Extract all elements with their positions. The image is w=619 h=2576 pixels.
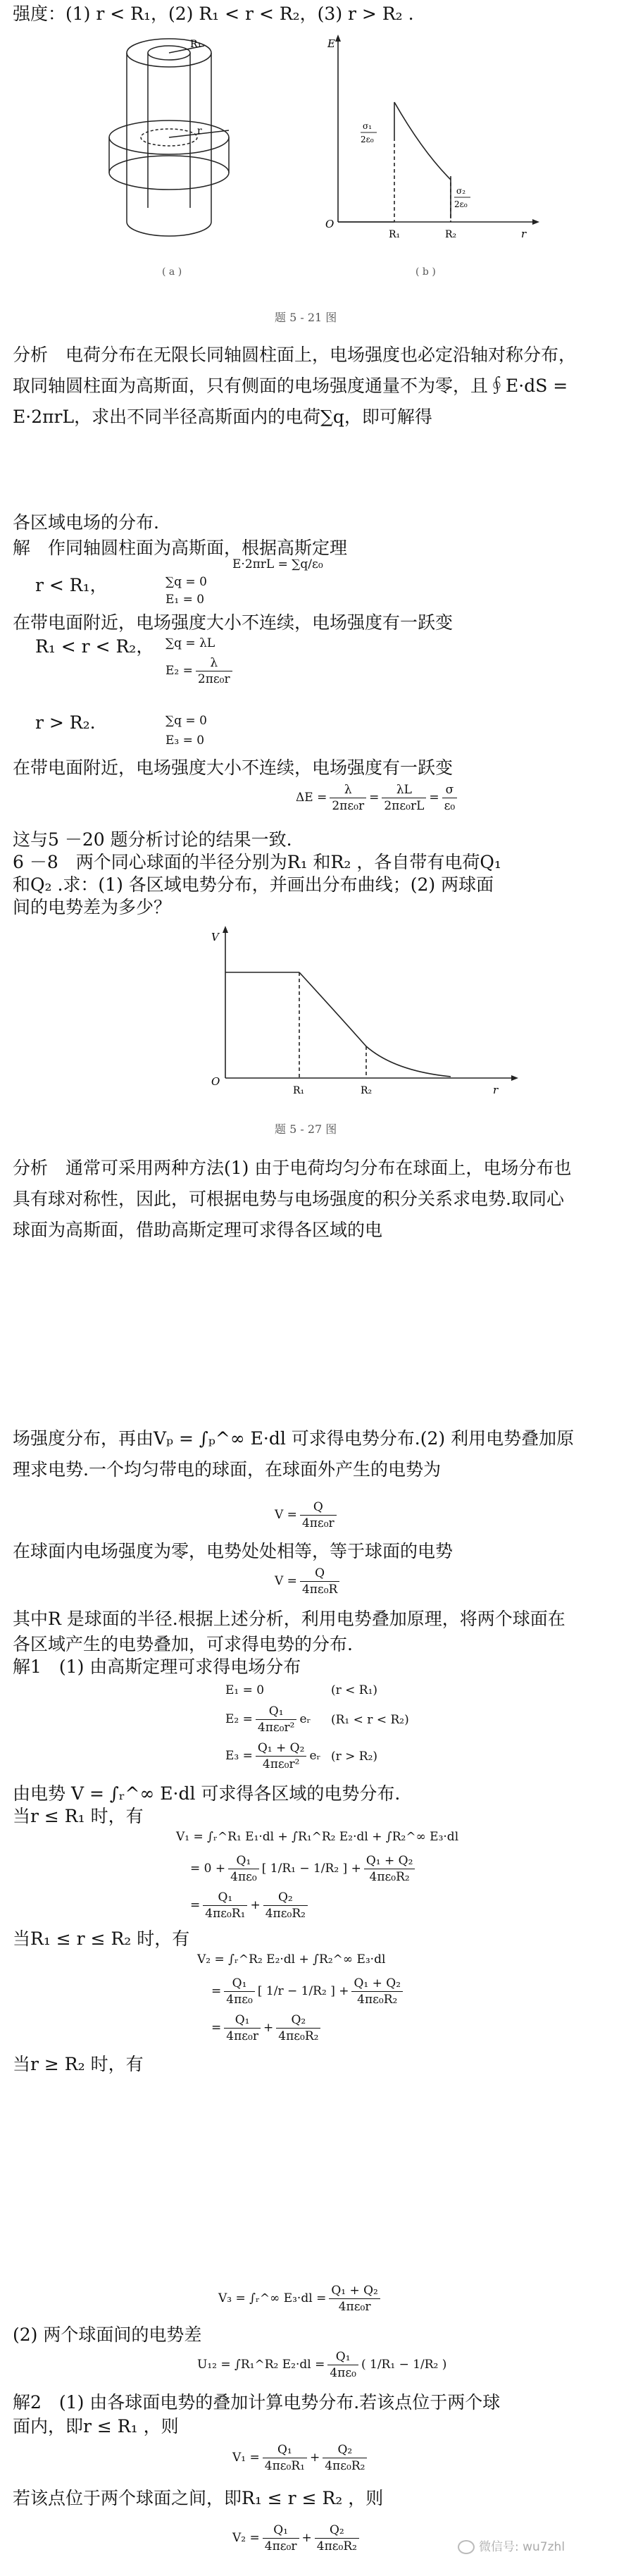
diff-text: (2) 两个球面间的电势差 [13,2324,202,2345]
v1-line1: V₁ = ∫ᵣ^R₁ E₁·dl + ∫R₁^R₂ E₂·dl + ∫R₂^∞ E₃·dl [176,1830,459,1844]
between-text: 若该点位于两个球面之间，即R₁ ≤ r ≤ R₂ ，则 [13,2488,384,2508]
inside-text: 在球面内电场强度为零，电势处处相等，等于球面的电势 [13,1541,454,1561]
region2-text: 当R₁ ≤ r ≤ R₂ 时，有 [13,1928,190,1949]
field-e3-cond: (r > R₂) [331,1750,378,1764]
field-e2: E₂ = $\frac{\text{Q₁}}{\text{4πε₀r²}}$ eᵣ [225,1704,311,1735]
fig27-axis-V: V [211,931,219,943]
fig21b-caption: ( b ) [415,266,436,278]
figure-21b [310,32,542,285]
top-line: 强度：(1) r < R₁，(2) R₁ < r < R₂，(3) r > R₂ . [13,4,414,24]
fig21a-label-R1: R₁ [190,39,202,50]
watermark: 微信号: wu7zhl [458,2537,565,2554]
consistent-text: 这与5 －20 题分析讨论的结果一致. [13,829,292,850]
fig21a-caption: ( a ) [162,266,182,278]
v1b-eq: V₁ = $\frac{\text{Q₁}}{\text{4πε₀R₁}}$ + $\frac{\text{Q₂}}{\text{4πε₀R₂}}$ [232,2442,370,2474]
case3-eq1: ∑q = 0 [165,714,207,728]
v-outside-eq: V = $\frac{Q}{\text{4πε₀r}}$ [275,1499,339,1531]
fig21b-r: r [521,228,527,240]
superposition-text: 其中R 是球面的半径.根据上述分析，利用电势叠加原理，将两个球面在各区域产生的电势叠加，可求得电势的分布. [13,1609,565,1654]
v1-line2: = 0 + $\frac{\text{Q₁}}{\text{4πε₀}}$ [ 1/R₁ − 1/R₂ ] + $\frac{\text{Q₁ + Q₂}}{\text{4πε₀R₂}}$ [190,1853,418,1885]
analysis-2-cont: 场强度分布，再由Vₚ = ∫ₚ^∞ E·dl 可求得电势分布.(2) 利用电势叠加原理求电势.一个均匀带电的球面，在球面外产生的电势为 [13,1428,575,1480]
solution2-line2: 面内，即r ≤ R₁ ，则 [13,2416,179,2436]
case1-eq1: ∑q = 0 [165,575,207,589]
v3-eq: V₃ = ∫ᵣ^∞ E₃·dl = $\frac{\text{Q₁ + Q₂}}{\text{4πε₀r}}$ [218,2283,383,2315]
field-e2-cond: (R₁ < r < R₂) [331,1713,409,1727]
case3-cond: r > R₂. [35,712,96,733]
case2-eq1: ∑q = λL [165,636,215,650]
fig21b-sigma1-den: 2ε₀ [361,135,374,144]
potential-text: 由电势 V = ∫ᵣ^∞ E·dl 可求得各区域的电势分布. [13,1783,401,1804]
fig21b-R2: R₂ [445,229,457,240]
case1-cond: r < R₁， [35,575,108,595]
fig21b-sigma2-den: 2ε₀ [454,199,468,209]
analysis-1-end: 各区域电场的分布. [13,512,159,533]
u12-eq: U₁₂ = ∫R₁^R₂ E₂·dl = $\frac{\text{Q₁}}{\text{4πε₀}}$ ( 1/R₁ − 1/R₂ ) [197,2350,447,2380]
fig21b-sigma1: σ₁ [363,121,373,131]
problem-line-2: 和Q₂ .求：(1) 各区域电势分布，并画出分布曲线；(2) 两球面 [13,874,494,895]
analysis-2: 分析 通常可采用两种方法(1) 由于电荷均匀分布在球面上，电场分布也具有球对称性，因此，可根据电势与电场强度的积分关系求电势.取同心球面为高斯面，借助高斯定理可求得各区域的电 [13,1158,572,1240]
fig27-R1: R₁ [293,1085,305,1096]
fig21-caption: 题 5 - 21 图 [275,311,337,324]
chat-icon [458,2540,475,2554]
problem-line-3: 间的电势差为多少？ [13,897,172,917]
figure-21a [85,32,296,285]
region1-text: 当r ≤ R₁ 时，有 [13,1806,144,1826]
fig21b-origin: O [325,218,334,230]
fig21b-R1: R₁ [389,229,401,240]
case3-eq2: E₃ = 0 [165,733,205,748]
case2-cond: R₁ < r < R₂， [35,636,154,657]
fig21b-sigma2: σ₂ [456,186,466,196]
solution2-line1: 解2 (1) 由各球面电势的叠加计算电势分布.若该点位于两个球 [13,2392,501,2413]
fig27-origin: O [211,1075,220,1088]
case2-eq2: E₂ = $\frac{\lambda}{\text{2πε₀r}}$ [165,655,235,687]
figure-27 [197,923,521,1106]
fig21b-axis-E: E [327,37,335,50]
v1-line3: = $\frac{\text{Q₁}}{\text{4πε₀R₁}}$ + $\frac{\text{Q₂}}{\text{4πε₀R₂}}$ [190,1890,311,1921]
field-e1-cond: (r < R₁) [331,1683,378,1697]
gauss-law-eq: E·2πrL = ∑q/ε₀ [232,557,323,571]
field-e3: E₃ = $\frac{\text{Q₁ + Q₂}}{\text{4πε₀r²}}$ eᵣ [225,1741,321,1771]
jump-eq: ΔE = $\frac{\lambda}{\text{2πε₀r}}$ = $\frac{\lambda L}{\text{2πε₀rL}}$ = $\frac{\sigma}{\text{ε₀}}$ [296,782,460,814]
jump-text-2: 在带电面附近，电场强度大小不连续，电场强度有一跃变 [13,757,454,778]
field-e1: E₁ = 0 [225,1683,265,1697]
fig27-r: r [493,1084,499,1096]
analysis-1: 分析 电荷分布在无限长同轴圆柱面上，电场强度也必定沿轴对称分布，取同轴圆柱面为高斯面，只有侧面的电场强度通量不为零，且∮E·dS = E·2πrL，求出不同半径高斯面内的电荷∑q，即可解得 [13,345,577,427]
case1-eq2: E₁ = 0 [165,593,205,607]
v2-line1: V₂ = ∫ᵣ^R₂ E₂·dl + ∫R₂^∞ E₃·dl [197,1952,386,1967]
v-inside-eq: V = $\frac{Q}{\text{4πε₀R}}$ [275,1566,342,1597]
region3-text: 当r ≥ R₂ 时，有 [13,2054,144,2074]
fig27-caption: 题 5 - 27 图 [275,1122,337,1136]
v2b-eq: V₂ = $\frac{\text{Q₁}}{\text{4πε₀r}}$ + $\frac{\text{Q₂}}{\text{4πε₀R₂}}$ [232,2522,362,2554]
solution-intro: 解 作同轴圆柱面为高斯面，根据高斯定理 [13,538,348,558]
v2-line3: = $\frac{\text{Q₁}}{\text{4πε₀r}}$ + $\frac{\text{Q₂}}{\text{4πε₀R₂}}$ [211,2012,323,2044]
fig21a-label-r: r [197,125,202,137]
problem-line-1: 6 －8 两个同心球面的半径分别为R₁ 和R₂ ，各自带有电荷Q₁ [13,852,501,872]
fig27-R2: R₂ [361,1085,373,1096]
solution1-intro: 解1 (1) 由高斯定理可求得电场分布 [13,1657,301,1677]
v2-line2: = $\frac{\text{Q₁}}{\text{4πε₀}}$ [ 1/r − 1/R₂ ] + $\frac{\text{Q₁ + Q₂}}{\text{4πε₀R₂}}$ [211,1976,406,2007]
jump-text-1: 在带电面附近，电场强度大小不连续，电场强度有一跃变 [13,612,454,633]
